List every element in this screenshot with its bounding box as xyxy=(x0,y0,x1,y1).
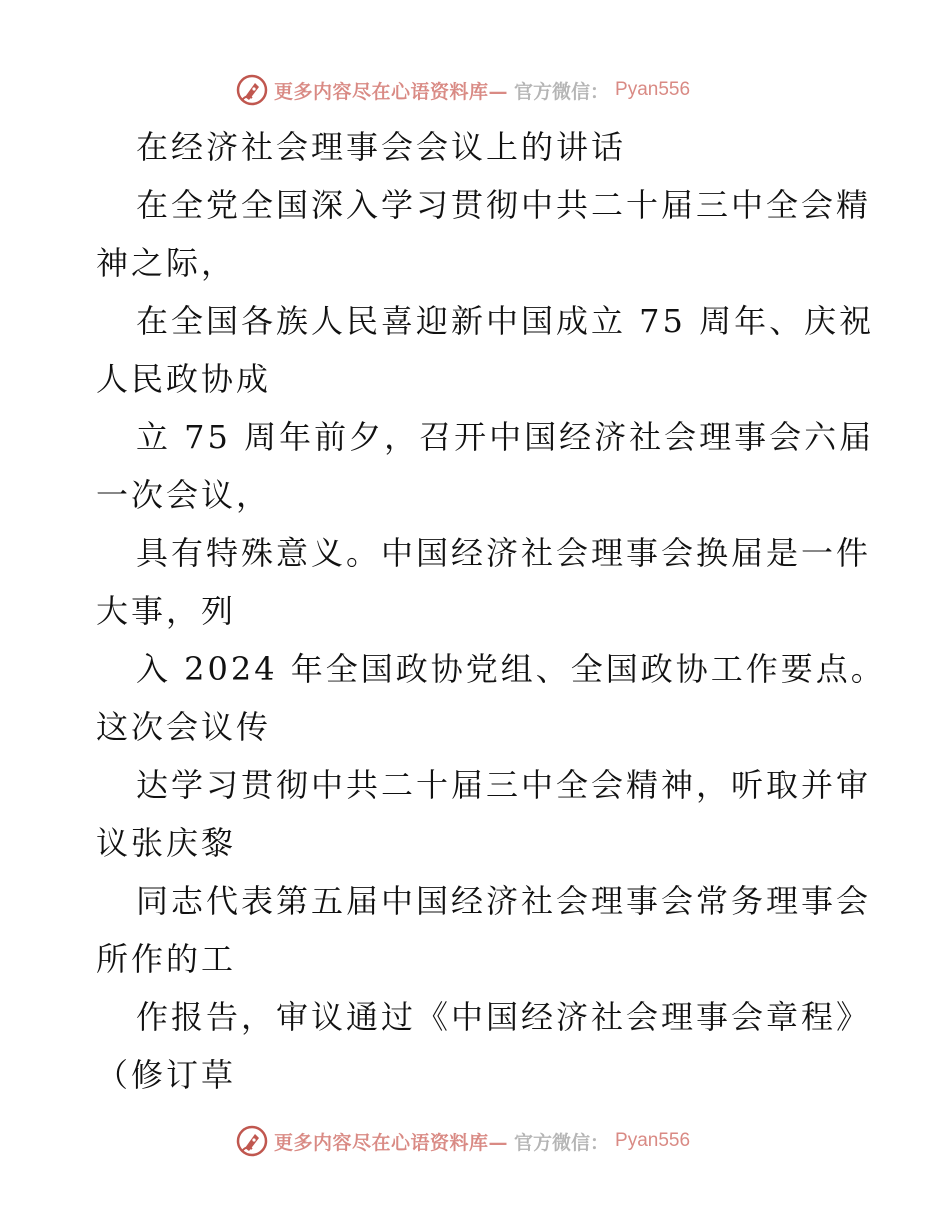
paragraph-line: 达学习贯彻中共二十届三中全会精神，听取并审 xyxy=(136,766,872,804)
document-body xyxy=(96,118,886,1104)
paragraph-line: 作报告，审议通过《中国经济社会理事会章程》 xyxy=(136,998,872,1036)
watermark-contact-label: 官方微信： xyxy=(514,80,610,103)
paragraph-line: 一次会议， xyxy=(96,476,272,514)
header-watermark xyxy=(236,73,690,107)
watermark-contact-label: 官方微信： xyxy=(514,1131,610,1154)
footer-watermark xyxy=(236,1124,690,1158)
paragraph-line: 在全国各族人民喜迎新中国成立 75 周年、庆祝 xyxy=(136,302,875,340)
paragraph-line: 所作的工 xyxy=(96,940,237,978)
paragraph-line: 在全党全国深入学习贯彻中共二十届三中全会精 xyxy=(136,186,872,224)
document-title: 在经济社会理事会会议上的讲话 xyxy=(136,128,627,166)
paragraph-line: （修订草 xyxy=(96,1056,237,1094)
paragraph-line: 神之际， xyxy=(96,244,237,282)
pen-nib-logo-icon xyxy=(236,1125,268,1157)
pen-nib-logo-icon xyxy=(236,74,268,106)
watermark-wechat-id: Pyan556 xyxy=(615,79,691,100)
watermark-text: 更多内容尽在心语资料库— xyxy=(274,80,509,103)
paragraph-line: 议张庆黎 xyxy=(96,824,237,862)
paragraph-line: 同志代表第五届中国经济社会理事会常务理事会 xyxy=(136,882,872,920)
paragraph-line: 立 75 周年前夕，召开中国经济社会理事会六届 xyxy=(136,418,875,456)
watermark-wechat-id: Pyan556 xyxy=(615,1130,691,1151)
paragraph-line: 人民政协成 xyxy=(96,360,272,398)
paragraph-line: 大事，列 xyxy=(96,592,237,630)
paragraph-line: 这次会议传 xyxy=(96,708,272,746)
paragraph-line: 入 2024 年全国政协党组、全国政协工作要点。 xyxy=(136,650,886,688)
watermark-text: 更多内容尽在心语资料库— xyxy=(274,1131,509,1154)
paragraph-line: 具有特殊意义。中国经济社会理事会换届是一件 xyxy=(136,534,872,572)
